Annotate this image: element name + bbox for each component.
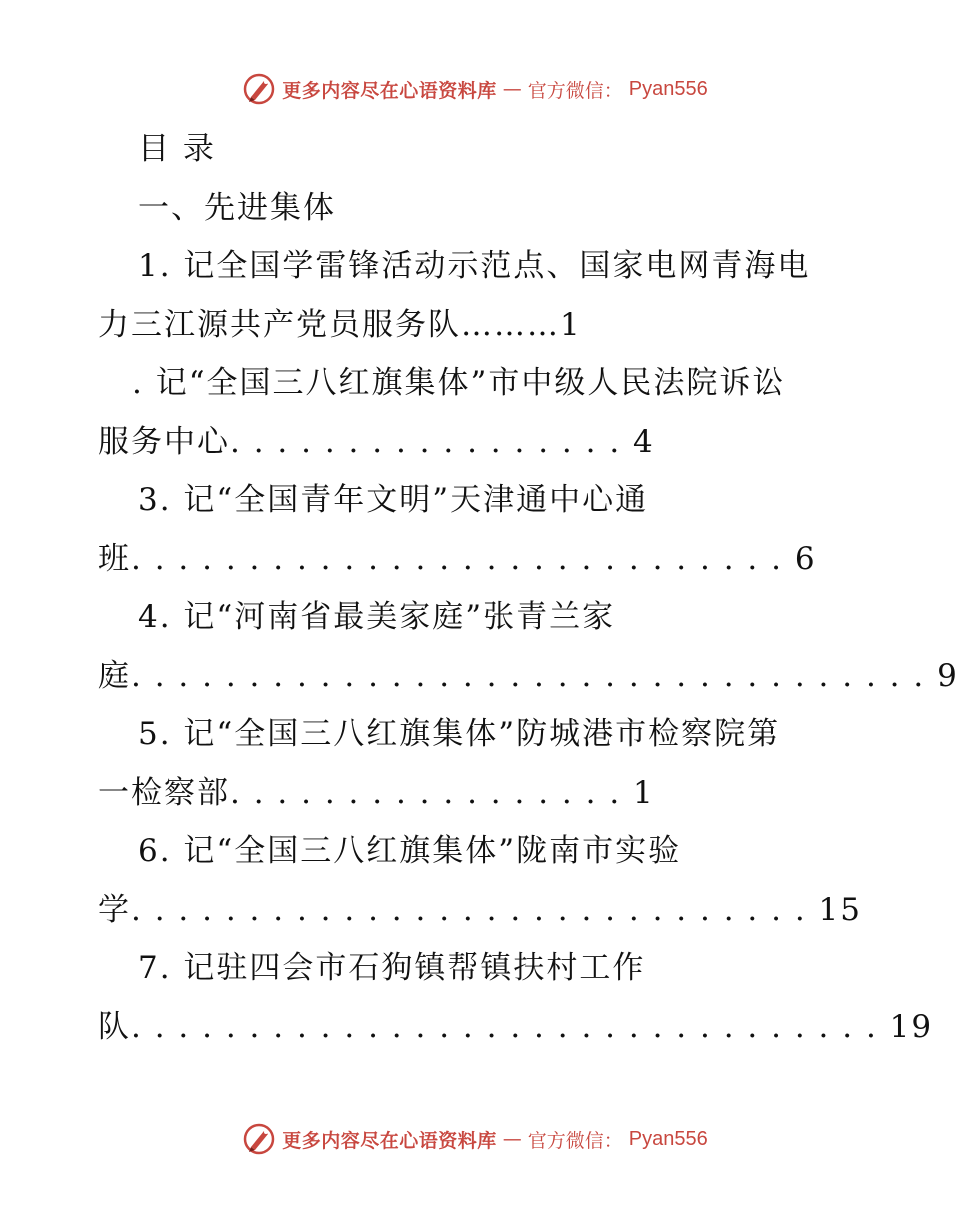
watermark-wechat-label: 官方微信： — [527, 79, 623, 102]
watermark-footer — [0, 1122, 950, 1156]
watermark-wechat-id: Pyan556 — [628, 77, 708, 100]
watermark-separator: — — [502, 1128, 522, 1150]
watermark-text: 更多内容尽在心语资料库 — [282, 1129, 497, 1152]
toc-entry-3-line-1: 3. 记“全国青年文明”天津通中心通 — [138, 482, 649, 518]
pen-logo-icon — [242, 72, 276, 106]
watermark-text: 更多内容尽在心语资料库 — [282, 79, 497, 102]
toc-entry-2-line-1: . 记“全国三八红旗集体”市中级人民法院诉讼 — [132, 365, 786, 401]
toc-entry-1-line-2: 力三江源共产党员服务队………1 — [98, 306, 582, 343]
toc-entry-2-line-2: 服务中心. . . . . . . . . . . . . . . . . 4 — [98, 423, 655, 460]
toc-entry-1-line-1: 1. 记全国学雷锋活动示范点、国家电网青海电 — [138, 248, 811, 284]
watermark-separator: — — [502, 78, 522, 100]
toc-section-heading: 一、先进集体 — [138, 189, 336, 226]
toc-entry-6-line-2: 学. . . . . . . . . . . . . . . . . . . . . . . . . . . . . 15 — [98, 891, 862, 928]
toc-entry-4-line-2: 庭. . . . . . . . . . . . . . . . . . . . . . . . . . . . . . . . . . 9 — [98, 657, 959, 694]
toc-entry-5-line-1: 5. 记“全国三八红旗集体”防城港市检察院第 — [138, 716, 781, 752]
pen-logo-icon — [242, 1122, 276, 1156]
toc-entry-6-line-1: 6. 记“全国三八红旗集体”陇南市实验 — [138, 833, 682, 869]
toc-entry-7-line-1: 7. 记驻四会市石狗镇帮镇扶村工作 — [138, 950, 646, 986]
toc-entry-7-line-2: 队. . . . . . . . . . . . . . . . . . . . . . . . . . . . . . . . 19 — [98, 1008, 934, 1045]
watermark-wechat-label: 官方微信： — [527, 1129, 623, 1152]
toc-entry-3-line-2: 班. . . . . . . . . . . . . . . . . . . . . . . . . . . . 6 — [98, 540, 817, 577]
toc-content — [98, 120, 959, 1056]
watermark-header — [0, 72, 950, 106]
toc-entry-5-line-2: 一检察部. . . . . . . . . . . . . . . . . 1 — [98, 774, 655, 811]
watermark-wechat-id: Pyan556 — [628, 1127, 708, 1150]
toc-title: 目 录 — [138, 131, 216, 167]
toc-entry-4-line-1: 4. 记“河南省最美家庭”张青兰家 — [138, 599, 616, 635]
